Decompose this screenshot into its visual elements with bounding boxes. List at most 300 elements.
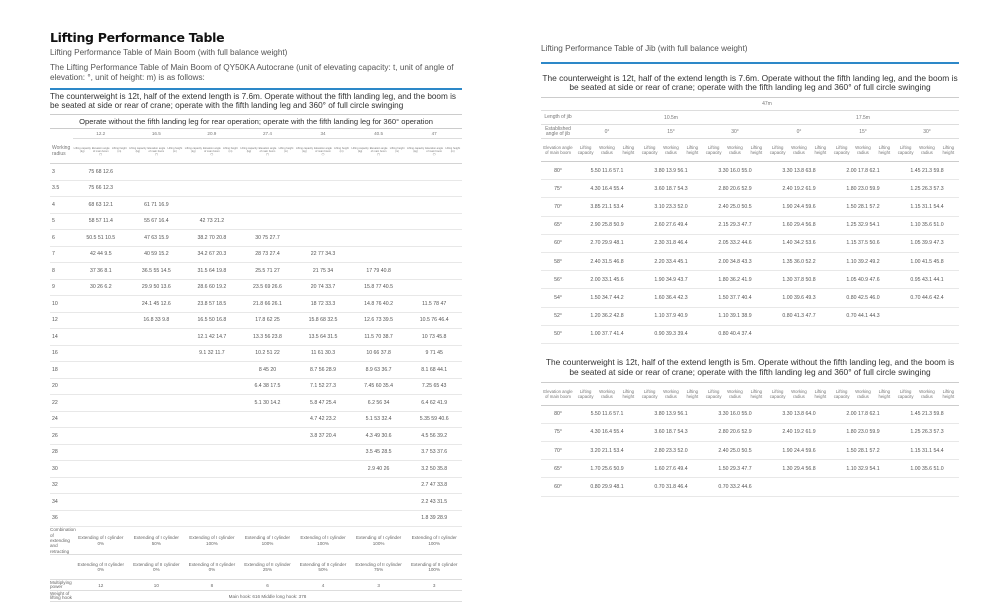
capacity-cell: 24.1 45 12.6 xyxy=(129,296,185,313)
jib-value-cell: 0.80 40.4 37.4 xyxy=(703,325,767,343)
jib-value-cell: 1.00 37.7 41.4 xyxy=(575,325,639,343)
jib-value-cell: 1.25 32.9 54.1 xyxy=(831,216,895,234)
capacity-cell xyxy=(406,164,462,181)
capacity-cell: 5.35 59 40.6 xyxy=(406,411,462,428)
jib-value-cell: 1.00 35.6 51.0 xyxy=(895,460,959,478)
table-row xyxy=(541,307,959,325)
capacity-cell: 5.1 53 32.4 xyxy=(351,411,407,428)
capacity-cell: 16.5 50 16.8 xyxy=(184,312,240,329)
capacity-cell xyxy=(129,461,185,478)
jib-value-cell xyxy=(831,478,895,496)
capacity-cell xyxy=(295,461,351,478)
capacity-cell: 21 75 34 xyxy=(295,263,351,280)
capacity-cell xyxy=(351,213,407,230)
jib-subheader-label: Working radius xyxy=(663,145,679,156)
radius-header-top xyxy=(50,129,73,139)
extending-cylinder-2-cell xyxy=(184,555,240,580)
jib-subheader-label: Lifting capacity xyxy=(833,388,850,399)
subheader-label: Elevation angle of main boom (°) xyxy=(369,146,388,156)
divider xyxy=(50,114,462,115)
radius-cell: 32 xyxy=(50,477,73,494)
jib-value-cell: 2.40 19.2 61.9 xyxy=(767,180,831,198)
jib-subheader-label: Lifting height xyxy=(878,388,891,399)
jib-value-cell: 1.05 39.9 47.3 xyxy=(895,234,959,252)
extending-cylinder-2-label: Extending of II cylinder xyxy=(188,561,236,567)
subheader-label: Lifting capacity (kg) xyxy=(184,146,202,153)
radius-cell: 4 xyxy=(50,197,73,214)
capacity-cell xyxy=(295,494,351,511)
boom-subheader-1 xyxy=(129,139,185,164)
capacity-cell xyxy=(184,378,240,395)
jib-value-cell: 2.70 29.9 48.1 xyxy=(575,234,639,252)
table-row xyxy=(50,246,462,263)
capacity-cell: 58 57 11.4 xyxy=(73,213,129,230)
capacity-cell: 13.3 56 23.8 xyxy=(240,329,296,346)
capacity-cell xyxy=(295,164,351,181)
jib-subheader-group xyxy=(767,145,831,155)
table-row xyxy=(50,345,462,362)
capacity-cell xyxy=(73,477,129,494)
extending-cylinder-1-cell xyxy=(406,527,462,555)
capacity-cell xyxy=(129,378,185,395)
table-row xyxy=(50,428,462,445)
table-row xyxy=(541,271,959,289)
boom-length-6: 47 xyxy=(406,129,462,139)
capacity-cell: 14.8 76 40.2 xyxy=(351,296,407,313)
empty-cell xyxy=(541,98,575,111)
multiplying-power-value: 3 xyxy=(351,580,407,591)
jib-value-cell: 0.80 41.3 47.7 xyxy=(767,307,831,325)
capacity-cell xyxy=(73,444,129,461)
extending-cylinder-2-cell xyxy=(240,555,296,580)
capacity-cell: 25.5 71 27 xyxy=(240,263,296,280)
jib-subheader-label: Working radius xyxy=(599,145,615,156)
capacity-cell xyxy=(406,180,462,197)
table-row xyxy=(50,213,462,230)
capacity-cell: 3.5 45 28.5 xyxy=(351,444,407,461)
capacity-cell: 42 44 9.5 xyxy=(73,246,129,263)
jib-section xyxy=(541,44,959,497)
accent-bar xyxy=(50,88,462,90)
capacity-cell xyxy=(129,180,185,197)
capacity-cell xyxy=(73,395,129,412)
jib-angle-label: Established angle of jib xyxy=(541,125,575,139)
jib-table-2 xyxy=(541,383,959,497)
table-row xyxy=(541,478,959,496)
capacity-cell: 9 71 45 xyxy=(406,345,462,362)
jib-value-cell: 3.10 23.3 52.0 xyxy=(639,198,703,216)
capacity-cell xyxy=(240,444,296,461)
capacity-cell xyxy=(184,510,240,527)
multiplying-power-value: 4 xyxy=(295,580,351,591)
capacity-cell: 31.5 64 19.8 xyxy=(184,263,240,280)
jib-value-cell: 1.25 26.3 57.3 xyxy=(895,423,959,441)
jib-value-cell: 1.10 39.1 38.9 xyxy=(703,307,767,325)
extending-cylinder-2-label: Extending of II cylinder xyxy=(133,561,180,567)
capacity-cell: 4.5 56 39.2 xyxy=(406,428,462,445)
capacity-cell: 22 77 34.3 xyxy=(295,246,351,263)
jib-value-cell: 0.70 44.6 42.4 xyxy=(895,289,959,307)
capacity-cell xyxy=(129,164,185,181)
jib-angle-1: 15° xyxy=(639,125,703,139)
elevation-angle-cell: 80° xyxy=(541,162,575,180)
table-row xyxy=(50,279,462,296)
radius-cell: 6 xyxy=(50,230,73,247)
subheader-label: Lifting capacity (kg) xyxy=(351,146,369,153)
subheader-group xyxy=(406,147,462,156)
capacity-cell: 15.8 77 40.5 xyxy=(351,279,407,296)
jib-subheader-group xyxy=(575,145,639,155)
jib-subheader-label: Working radius xyxy=(599,388,615,399)
jib-angle-0: 0° xyxy=(575,125,639,139)
multiplying-power-label: Multiplying power xyxy=(50,579,72,590)
capacity-cell: 68 63 12.1 xyxy=(73,197,129,214)
jib-length-row xyxy=(541,111,959,125)
jib-subheader-label: Lifting capacity xyxy=(577,145,594,156)
jib-value-cell: 0.70 31.8 46.4 xyxy=(639,478,703,496)
main-boom-section xyxy=(50,30,462,602)
capacity-cell xyxy=(240,197,296,214)
subheader-group xyxy=(240,147,296,156)
table-row xyxy=(541,162,959,180)
extending-cylinder-1-cell xyxy=(240,527,296,555)
jib-subheader-label: Lifting height xyxy=(750,145,763,156)
subheader-group xyxy=(184,147,240,156)
capacity-cell: 13.5 64 31.5 xyxy=(295,329,351,346)
jib-subheader-label: Lifting height xyxy=(750,388,763,399)
capacity-cell xyxy=(240,164,296,181)
capacity-cell: 2.7 47 33.8 xyxy=(406,477,462,494)
capacity-cell xyxy=(73,378,129,395)
jib-value-cell: 2.40 25.0 50.5 xyxy=(703,441,767,459)
subheader-group xyxy=(73,147,129,156)
radius-cell: 28 xyxy=(50,444,73,461)
capacity-cell: 37 36 8.1 xyxy=(73,263,129,280)
jib-table-1 xyxy=(541,98,959,344)
table-row xyxy=(541,405,959,423)
capacity-cell xyxy=(351,494,407,511)
jib-value-cell xyxy=(767,325,831,343)
extending-cylinder-1-value: 100% xyxy=(428,540,441,546)
boom-subheader-6 xyxy=(406,139,462,164)
extending-cylinder-1-value: 50% xyxy=(151,540,161,546)
jib-subheader-label: Lifting height xyxy=(686,145,699,156)
capacity-cell xyxy=(184,411,240,428)
jib-value-cell: 3.30 13.8 63.8 xyxy=(767,162,831,180)
radius-cell: 12 xyxy=(50,312,73,329)
capacity-cell: 6.2 56 34 xyxy=(351,395,407,412)
table-row xyxy=(50,296,462,313)
elevation-angle-cell: 70° xyxy=(541,198,575,216)
capacity-cell xyxy=(351,197,407,214)
subheader-label: Lifting height (m) xyxy=(223,146,238,153)
subheader-label: Lifting height (m) xyxy=(111,146,127,153)
capacity-cell xyxy=(240,213,296,230)
subheader-label: Lifting capacity (kg) xyxy=(240,146,258,153)
jib-value-cell: 1.10 37.9 40.9 xyxy=(639,307,703,325)
radius-cell: 14 xyxy=(50,329,73,346)
capacity-cell: 21.8 66 26.1 xyxy=(240,296,296,313)
jib-subheader-label: Lifting height xyxy=(622,388,635,399)
jib-value-cell: 1.60 29.4 56.8 xyxy=(767,216,831,234)
subheader-label: Elevation angle of main boom (°) xyxy=(91,146,110,156)
subheader-label: Elevation angle of main boom (°) xyxy=(258,146,277,156)
capacity-cell: 40 59 15.2 xyxy=(129,246,185,263)
main-note-2: Operate without the fifth landing leg for rear operation; operate with the fifth landing leg for 360° operation xyxy=(79,117,433,127)
elevation-angle-cell: 65° xyxy=(541,460,575,478)
jib-subheader-cell xyxy=(703,139,767,162)
jib-value-cell: 2.40 19.2 61.9 xyxy=(767,423,831,441)
jib-subheader-label: Lifting height xyxy=(878,145,891,156)
jib-subheader-label: Lifting capacity xyxy=(897,145,914,156)
jib-value-cell: 1.90 34.9 43.7 xyxy=(639,271,703,289)
jib-subheader-label: Lifting capacity xyxy=(577,388,594,399)
elevation-angle-cell: 54° xyxy=(541,289,575,307)
elevation-angle-cell: 50° xyxy=(541,325,575,343)
jib-value-cell: 1.05 40.9 47.6 xyxy=(831,271,895,289)
capacity-cell xyxy=(406,279,462,296)
capacity-cell xyxy=(295,213,351,230)
extending-cylinder-2-label: Extending of II cylinder xyxy=(77,561,125,567)
capacity-cell xyxy=(73,329,129,346)
jib-value-cell: 1.45 21.3 59.8 xyxy=(895,405,959,423)
jib-value-cell xyxy=(895,307,959,325)
extending-cylinder-2-value: 25% xyxy=(262,567,273,573)
extending-cylinder-2-value: 0% xyxy=(153,567,160,573)
capacity-cell: 8.9 63 36.7 xyxy=(351,362,407,379)
capacity-cell: 6.4 38 17.5 xyxy=(240,378,296,395)
elevation-angle-cell: 56° xyxy=(541,271,575,289)
capacity-cell: 42 73 21.2 xyxy=(184,213,240,230)
jib-value-cell: 1.10 35.6 51.0 xyxy=(895,216,959,234)
extending-cylinder-1-cell xyxy=(73,527,129,555)
boom-length-header-row xyxy=(50,129,462,139)
radius-cell: 10 xyxy=(50,296,73,313)
combination-label: Combination of extending and retracting xyxy=(50,527,76,554)
capacity-cell xyxy=(351,230,407,247)
boom-subheader-4 xyxy=(295,139,351,164)
capacity-cell: 38.2 70 20.8 xyxy=(184,230,240,247)
capacity-cell: 1.8 39 28.9 xyxy=(406,510,462,527)
jib-subheader-label: Lifting height xyxy=(686,388,699,399)
elevation-angle-cell: 65° xyxy=(541,216,575,234)
extending-cylinder-2-value: 0% xyxy=(97,567,105,573)
capacity-cell xyxy=(295,477,351,494)
capacity-cell xyxy=(406,246,462,263)
capacity-cell xyxy=(73,494,129,511)
jib-subheader-label: Lifting height xyxy=(814,388,827,399)
jib-subheader-label: Working radius xyxy=(791,388,807,399)
capacity-cell xyxy=(406,230,462,247)
jib-value-cell: 1.50 28.1 57.2 xyxy=(831,198,895,216)
jib-subheader-row xyxy=(541,139,959,162)
capacity-cell xyxy=(184,395,240,412)
subheader-label: Lifting height (m) xyxy=(278,146,294,153)
capacity-cell: 2.2 43 31.5 xyxy=(406,494,462,511)
multiplying-power-row xyxy=(50,580,462,591)
jib-value-cell: 1.80 23.0 59.9 xyxy=(831,423,895,441)
capacity-cell xyxy=(73,510,129,527)
subheader-label: Lifting capacity (kg) xyxy=(129,146,147,153)
capacity-cell xyxy=(73,411,129,428)
extending-cylinder-1-label: Extending of I cylinder xyxy=(78,535,124,541)
capacity-cell xyxy=(184,197,240,214)
jib-subheader-group xyxy=(767,389,831,399)
extending-cylinder-1-value: 100% xyxy=(206,540,218,546)
boom-subheader-3 xyxy=(240,139,296,164)
jib-value-cell: 2.00 33.1 45.6 xyxy=(575,271,639,289)
table-row xyxy=(50,494,462,511)
extending-cylinder-1-label: Extending of I cylinder xyxy=(189,535,235,541)
subheader-label: Elevation angle of main boom (°) xyxy=(203,146,221,156)
jib-subheader-group xyxy=(703,389,767,399)
capacity-cell: 23.8 57 18.5 xyxy=(184,296,240,313)
jib-value-cell: 2.80 20.6 52.9 xyxy=(703,423,767,441)
jib-value-cell: 0.90 39.3 39.4 xyxy=(639,325,703,343)
radius-cell: 9 xyxy=(50,279,73,296)
capacity-cell xyxy=(184,461,240,478)
capacity-cell: 7.25 65 43 xyxy=(406,378,462,395)
jib-value-cell: 1.50 34.7 44.2 xyxy=(575,289,639,307)
jib-subheader-label: Lifting capacity xyxy=(705,388,722,399)
capacity-cell xyxy=(406,263,462,280)
jib-subheader-label: Lifting height xyxy=(942,388,955,399)
table-row xyxy=(541,289,959,307)
jib-subheader-group xyxy=(831,145,895,155)
capacity-cell xyxy=(351,477,407,494)
capacity-cell: 4.3 49 30.6 xyxy=(351,428,407,445)
jib-subheader-cell xyxy=(895,383,959,406)
table-row xyxy=(541,253,959,271)
capacity-cell: 3.7 53 37.6 xyxy=(406,444,462,461)
jib-value-cell: 2.90 25.8 50.9 xyxy=(575,216,639,234)
table-row xyxy=(50,197,462,214)
capacity-cell: 18 72 33.3 xyxy=(295,296,351,313)
main-units-note: The Lifting Performance Table of Main Boom of QY50KA Autocrane (unit of elevating capacity: t, unit of angle of elevation: °, unit of height: m) is as follows: xyxy=(50,62,454,82)
subheader-label: Lifting capacity (kg) xyxy=(407,146,425,153)
jib-value-cell: 1.80 23.0 59.9 xyxy=(831,180,895,198)
jib-boom-length-row xyxy=(541,98,959,111)
boom-subheader-2 xyxy=(184,139,240,164)
table-row xyxy=(50,164,462,181)
hook-weight-value: Main hook: 616 Middle long hook: 378 xyxy=(73,591,462,602)
jib-subheader-cell xyxy=(639,139,703,162)
jib-subheader-label: Lifting height xyxy=(942,145,955,156)
capacity-cell xyxy=(129,395,185,412)
jib-value-cell: 3.80 13.9 56.1 xyxy=(639,405,703,423)
elevation-angle-cell: 58° xyxy=(541,253,575,271)
subheader-label: Lifting capacity (kg) xyxy=(295,146,314,153)
table-row xyxy=(50,230,462,247)
jib-angle-2: 30° xyxy=(703,125,767,139)
elevation-angle-cell: 75° xyxy=(541,180,575,198)
jib-value-cell: 1.45 21.3 59.8 xyxy=(895,162,959,180)
capacity-cell: 3.2 50 35.8 xyxy=(406,461,462,478)
capacity-cell: 30 75 27.7 xyxy=(240,230,296,247)
jib-value-cell: 1.90 24.4 59.6 xyxy=(767,198,831,216)
jib-value-cell: 2.40 31.5 46.8 xyxy=(575,253,639,271)
capacity-cell xyxy=(240,180,296,197)
capacity-cell: 4.7 42 23.2 xyxy=(295,411,351,428)
jib-angle-5: 30° xyxy=(895,125,959,139)
radius-cell: 22 xyxy=(50,395,73,412)
table-row xyxy=(50,510,462,527)
extending-cylinder-2-value: 0% xyxy=(208,567,216,573)
elevation-angle-cell: 60° xyxy=(541,234,575,252)
capacity-cell: 28.6 60 19.2 xyxy=(184,279,240,296)
jib-value-cell: 1.80 36.2 41.9 xyxy=(703,271,767,289)
jib-value-cell: 1.00 39.6 49.3 xyxy=(767,289,831,307)
capacity-cell xyxy=(295,230,351,247)
capacity-cell xyxy=(240,461,296,478)
jib-subheader-label: Working radius xyxy=(855,145,871,156)
jib-value-cell: 2.05 33.2 44.6 xyxy=(703,234,767,252)
extending-cylinder-2-cell xyxy=(295,555,351,580)
jib-subheader-group xyxy=(575,389,639,399)
extending-cylinder-2-label: Extending of II cylinder xyxy=(355,561,402,567)
jib-angle-row xyxy=(541,125,959,139)
radius-cell: 5 xyxy=(50,213,73,230)
jib-value-cell: 3.30 16.0 55.0 xyxy=(703,162,767,180)
combination-label xyxy=(50,555,73,580)
jib-value-cell: 2.20 33.4 45.1 xyxy=(639,253,703,271)
table-row xyxy=(50,444,462,461)
jib-length-label: Length of jib xyxy=(541,111,575,125)
jib-value-cell: 1.60 27.6 49.4 xyxy=(639,460,703,478)
capacity-cell xyxy=(73,296,129,313)
jib-value-cell: 1.50 28.1 57.2 xyxy=(831,441,895,459)
capacity-cell: 7.1 52 27.3 xyxy=(295,378,351,395)
capacity-cell: 10 73 45.8 xyxy=(406,329,462,346)
subheader-label: Elevation angle of main boom (°) xyxy=(147,146,166,156)
jib-value-cell: 0.80 42.5 46.0 xyxy=(831,289,895,307)
capacity-cell: 34.2 67 20.3 xyxy=(184,246,240,263)
jib-value-cell: 3.60 18.7 54.3 xyxy=(639,423,703,441)
capacity-cell: 75 66 12.3 xyxy=(73,180,129,197)
capacity-cell xyxy=(73,461,129,478)
capacity-cell xyxy=(129,362,185,379)
capacity-cell: 61 71 16.9 xyxy=(129,197,185,214)
table-row xyxy=(50,312,462,329)
subheader-group xyxy=(129,147,185,156)
extending-cylinder-1-label: Extending of I cylinder xyxy=(300,535,346,541)
extending-cylinder-2-value: 50% xyxy=(318,567,328,573)
boom-length-2: 20.9 xyxy=(184,129,240,139)
elevation-angle-cell: 80° xyxy=(541,405,575,423)
table-row xyxy=(50,362,462,379)
jib-subheader-cell xyxy=(639,383,703,406)
jib-value-cell: 1.50 37.7 40.4 xyxy=(703,289,767,307)
capacity-cell xyxy=(295,510,351,527)
jib-value-cell: 3.30 16.0 55.0 xyxy=(703,405,767,423)
capacity-cell xyxy=(240,477,296,494)
table-row xyxy=(541,234,959,252)
capacity-cell xyxy=(351,246,407,263)
capacity-cell: 15.8 68 32.5 xyxy=(295,312,351,329)
extending-cylinder-2-label: Extending of II cylinder xyxy=(244,561,291,567)
capacity-cell xyxy=(73,428,129,445)
jib-angle-4: 15° xyxy=(831,125,895,139)
radius-cell: 24 xyxy=(50,411,73,428)
capacity-cell: 36.5 55 14.5 xyxy=(129,263,185,280)
multiplying-power-value: 10 xyxy=(129,580,185,591)
subheader-label: Lifting height (m) xyxy=(334,146,349,153)
radius-cell: 7 xyxy=(50,246,73,263)
jib-value-cell: 3.85 21.1 53.4 xyxy=(575,198,639,216)
capacity-cell xyxy=(129,329,185,346)
jib-value-cell: 1.60 36.4 42.3 xyxy=(639,289,703,307)
capacity-cell: 23.5 69 26.6 xyxy=(240,279,296,296)
